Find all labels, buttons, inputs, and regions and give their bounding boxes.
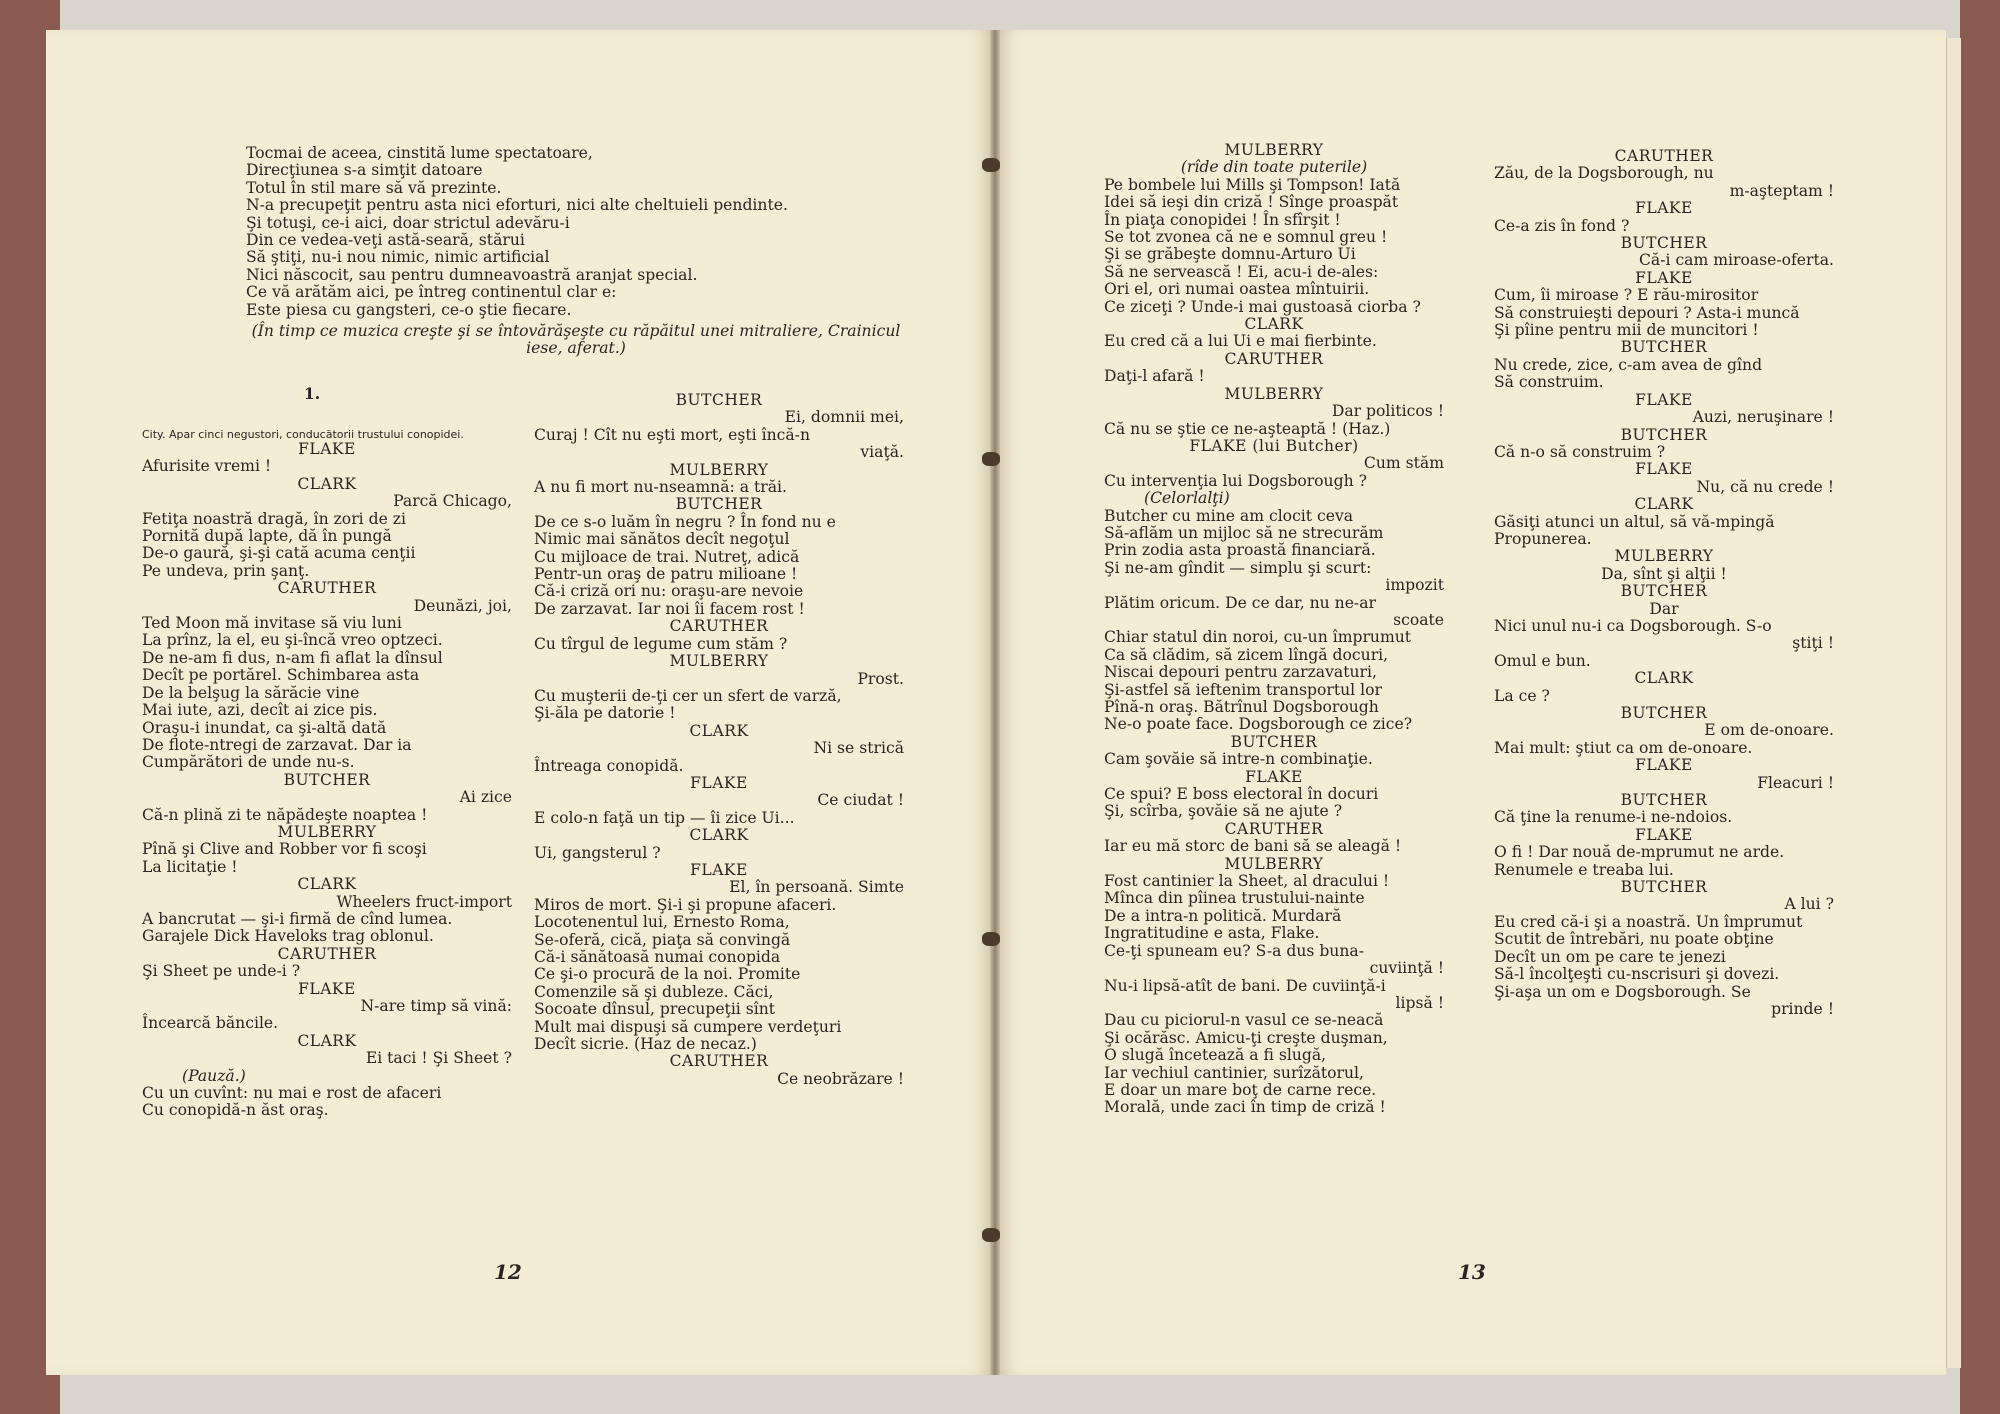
speaker-name: MULBERRY	[1224, 384, 1324, 403]
stage-direction: (În timp ce muzica creşte şi se întovărăşeşte cu răpăitul unei mitraliere, Crainicul iese, aferat.)	[251, 322, 901, 358]
dialogue-line: cuviinţă !	[1369, 959, 1444, 978]
dialogue-line: De ce s-o luăm în negru ? În fond nu e Nimic mai sănătos decît negoţul Cu mijloace de trai. Nutreţ, adică Pentr-un oraş de patru milioane ! Că-i criză ori nu: oraşu-are nevoie De zarzavat. Iar noi îi facem rost !	[534, 512, 836, 618]
dialogue-line: Fetiţa noastră dragă, în zori de zi Pornită după lapte, dă în pungă De-o gaură, şi-şi cată acuma cenţii Pe undeva, prin şanţ.	[142, 509, 416, 580]
verse-line: Nici născocit, sau pentru dumneavoastră aranjat special.	[246, 265, 698, 284]
dialogue-line: Ce-a zis în fond ?	[1494, 216, 1630, 235]
verse-line: Tocmai de aceea, cinstită lume spectatoare,	[246, 144, 593, 162]
dialogue-line: Auzi, neruşinare !	[1692, 408, 1834, 427]
scene-number: 1.	[303, 384, 321, 403]
dialogue-line: Fost cantinier la Sheet, al dracului ! Mînca din pîinea trustului-nainte De a intra-n politică. Murdară Ingratitudine e asta, Flake. Ce-ţi spuneam eu? S-a dus buna-	[1104, 872, 1390, 960]
dialogue-line: Că nu se ştie ce ne-aşteaptă ! (Haz.)	[1104, 419, 1391, 438]
speaker-name: MULBERRY	[1614, 547, 1714, 566]
dialogue-line: Dar politicos !	[1331, 402, 1444, 421]
verse-line: Direcţiunea s-a simţit datoare	[246, 161, 483, 180]
dialogue-line: A lui ?	[1784, 895, 1834, 914]
speaker-name: CLARK	[1634, 669, 1694, 688]
speaker-name: CLARK	[689, 826, 749, 845]
dialogue-line: m-aşteptam !	[1729, 181, 1834, 200]
speaker-name: CLARK	[689, 721, 749, 740]
dialogue-line: Ce spui? E boss electoral în docuri Şi, scîrba, şovăie să ne ajute ?	[1104, 785, 1379, 821]
dialogue-line: A bancrutat — şi-i firmă de cînd lumea. Garajele Dick Haveloks trag oblonul.	[142, 909, 453, 946]
binding-thread	[982, 1228, 1000, 1242]
dialogue-line: Ui, gangsterul ?	[534, 843, 661, 862]
dialogue-line: Că-i cam miroase-oferta.	[1639, 251, 1834, 270]
dialogue-line: Miros de mort. Şi-i şi propune afaceri. Locotenentul lui, Ernesto Roma, Se-oferă, cică, piaţa să convingă Că-i sănătoasă numai conopida Ce şi-o procură de la noi. Promite Comenzile să şi dubleze. Căci, Socoate dînsul, precupeţii sînt Mult mai dispuşi să cumpere verdeţuri Decît sicrie. (Haz de necaz.)	[534, 895, 842, 1054]
speaker-name: BUTCHER	[283, 770, 371, 789]
right-page	[996, 30, 1946, 1375]
dialogue-line: Ni se strică	[813, 739, 904, 758]
stage-direction: (Celorlalţi)	[1144, 489, 1230, 508]
speaker-name: FLAKE	[298, 979, 356, 998]
dialogue-line: Găsiţi atunci un altul, să vă-mpingă Propunerea.	[1494, 512, 1775, 548]
scene-place: City. Apar cinci negustori, conducătorii trustului conopidei.	[142, 428, 464, 441]
dialogue-line: viaţă.	[860, 443, 904, 462]
dialogue-line: Iar eu mă storc de bani să se aleagă !	[1104, 837, 1402, 856]
dialogue-line: Ce neobrăzare !	[777, 1069, 904, 1088]
dialogue-line: Pe bombele lui Mills şi Tompson! Iată Idei să ieşi din criză ! Sînge proaspăt În piaţa conopidei ! În sfîrşit ! Se tot zvonea că ne e somnul greu ! Şi se grăbeşte domnu-Arturo Ui Să ne servească ! Ei, acu-i de-ales: Ori el, ori numai oastea mîntuirii. Ce ziceţi ? Unde-i mai gustoasă ciorba ?	[1104, 175, 1421, 316]
binding-thread	[982, 158, 1000, 172]
dialogue-line: Zău, de la Dogsborough, nu	[1494, 164, 1714, 183]
speaker-name: CLARK	[297, 474, 357, 493]
speaker-name: CARUTHER	[669, 1052, 769, 1071]
speaker-name: CLARK	[1634, 495, 1694, 514]
speaker-name: MULBERRY	[669, 460, 769, 479]
dialogue-line: Cu un cuvînt: nu mai e rost de afaceri Cu conopidă-n ăst oraş.	[142, 1084, 442, 1120]
column-4	[1494, 148, 1834, 1018]
dialogue-line: Ce ciudat !	[817, 791, 904, 810]
column-1	[142, 428, 512, 1120]
dialogue-line: Încearcă băncile.	[142, 1014, 279, 1033]
dialogue-line: Că ţine la renume-i ne-ndoios.	[1494, 808, 1733, 827]
dialogue-line: Nu, că nu crede !	[1696, 477, 1834, 496]
dialogue-line: E colo-n faţă un tip — îi zice Ui...	[534, 808, 795, 827]
dialogue-line: Ai zice	[459, 788, 512, 807]
speaker-name: FLAKE (lui Butcher)	[1189, 436, 1359, 455]
dialogue-line: Că n-o să construim ?	[1494, 442, 1666, 461]
dialogue-line: Eu cred că-i şi a noastră. Un împrumut Scutit de întrebări, nu poate obţine Decît un om pe care te jenezi Să-l încolţeşti cu-nscrisuri şi dovezi. Şi-aşa un om e Dogsborough. Se	[1494, 912, 1803, 1001]
dialogue-line: Ted Moon mă invitase să viu luni La prînz, la el, eu şi-încă vreo optzeci. De ne-am fi dus, n-am fi aflat la dînsul Decît pe portărel. Schimbarea asta De la belşug la sărăcie vine Mai iute, azi, decît ai zice pis. Oraşu-i inundat, ca şi-altă dată De flote-ntregi de zarzavat. Dar ia Cumpărători de unde nu-s.	[142, 614, 443, 772]
dialogue-line: ştiţi !	[1792, 634, 1834, 653]
speaker-name: CARUTHER	[669, 617, 769, 636]
speaker-name: FLAKE	[690, 773, 748, 792]
dialogue-line: Prost.	[857, 669, 904, 688]
column-2	[534, 392, 904, 1088]
speaker-name: BUTCHER	[1620, 878, 1708, 897]
dialogue-line: Daţi-l afară !	[1104, 367, 1205, 386]
binding-thread	[982, 452, 1000, 466]
dialogue-line: Deunăzi, joi,	[413, 596, 512, 615]
dialogue-line: Nu crede, zice, c-am avea de gînd Să construim.	[1494, 355, 1763, 392]
dialogue-line: Dar	[1649, 599, 1679, 618]
scene-header	[142, 385, 482, 402]
dialogue-line: Mai mult: ştiut ca om de-onoare.	[1494, 738, 1753, 757]
dialogue-line: Nici unul nu-i ca Dogsborough. S-o	[1494, 616, 1772, 635]
verse-line: Ce vă arătăm aici, pe întreg continentul clar e:	[246, 283, 617, 302]
column-3	[1104, 142, 1444, 1117]
book-cover-right	[1960, 0, 2000, 1414]
dialogue-line: Că-n plină zi te năpădeşte noaptea !	[142, 805, 428, 824]
dialogue-line: Cu muşterii de-ţi cer un sfert de varză, Şi-ăla pe datorie !	[534, 686, 842, 723]
speaker-name: FLAKE	[1245, 767, 1303, 786]
dialogue-line: Parcă Chicago,	[393, 492, 512, 511]
speaker-name: FLAKE	[1635, 756, 1693, 775]
speaker-name: BUTCHER	[1620, 234, 1708, 253]
dialogue-line: Chiar statul din noroi, cu-un împrumut Ca să clădim, să zicem lîngă docuri, Niscai depouri pentru zarzavaturi, Şi-astfel să ieftenim transportul lor Pînă-n oraş. Bătrînul Dogsborough Ne-o poate face. Dogsborough ce zice?	[1104, 628, 1413, 734]
dialogue-line: O fi ! Dar nouă de-mprumut ne arde. Renumele e treaba lui.	[1494, 843, 1785, 879]
speaker-name: CARUTHER	[1224, 819, 1324, 838]
speaker-name: BUTCHER	[1620, 338, 1708, 357]
dialogue-line: Eu cred că a lui Ui e mai fierbinte.	[1104, 332, 1377, 351]
speaker-name: BUTCHER	[675, 495, 763, 514]
dialogue-line: Dau cu piciorul-n vasul ce se-neacă Şi ocărăsc. Amicu-ţi creşte duşman, O slugă încetează a fi slugă, Iar vechiul cantinier, surîzătorul, E doar un mare boţ de carne rece. Morală, unde zaci în timp de criză !	[1104, 1011, 1388, 1117]
speaker-name: MULBERRY	[1224, 141, 1324, 159]
book-gutter	[990, 30, 1000, 1375]
dialogue-line: Cum stăm	[1363, 454, 1444, 473]
dialogue-line: Fleacuri !	[1757, 773, 1834, 792]
dialogue-line: Afurisite vremi !	[142, 457, 272, 476]
dialogue-line: Pînă şi Clive and Robber vor fi scoşi La licitaţie !	[142, 840, 427, 876]
speaker-name: BUTCHER	[675, 391, 763, 409]
dialogue-line: N-are timp să vină:	[360, 997, 512, 1015]
dialogue-line: Cu intervenţia lui Dogsborough ?	[1104, 471, 1367, 490]
speaker-name: MULBERRY	[277, 822, 377, 841]
speaker-name: CARUTHER	[277, 579, 377, 598]
speaker-name: FLAKE	[1635, 199, 1693, 218]
dialogue-line: Wheelers fruct-import	[336, 892, 512, 911]
dialogue-line: impozit	[1385, 576, 1444, 595]
page-edge-right	[1946, 38, 1961, 1368]
dialogue-line: Butcher cu mine am clocit ceva Să-aflăm un mijloc să ne strecurăm Prin zodia asta proastă financiară. Şi ne-am gîndit — simplu şi scurt:	[1104, 506, 1384, 577]
verse-line: Să ştiţi, nu-i nou nimic, nimic artificial	[246, 248, 550, 267]
dialogue-line: El, în persoană. Simte	[729, 878, 904, 897]
speaker-name: CLARK	[1244, 315, 1304, 334]
speaker-name: BUTCHER	[1620, 582, 1708, 601]
dialogue-line: E om de-onoare.	[1704, 721, 1834, 740]
speaker-name: CLARK	[297, 1031, 357, 1050]
speaker-name: BUTCHER	[1230, 732, 1318, 751]
speaker-name: FLAKE	[1635, 825, 1693, 844]
page-number-left: 12	[494, 1260, 522, 1284]
speaker-name: BUTCHER	[1620, 704, 1708, 722]
dialogue-line: scoate	[1393, 610, 1444, 629]
dialogue-line: Curaj ! Cît nu eşti mort, eşti încă-n	[534, 425, 810, 444]
page-number-right: 13	[1458, 1260, 1486, 1284]
speaker-name: FLAKE	[1635, 390, 1693, 409]
dialogue-line: A nu fi mort nu-nseamnă: a trăi.	[534, 478, 787, 497]
speaker-name: CLARK	[297, 875, 357, 894]
speaker-name: CARUTHER	[1614, 147, 1714, 165]
dialogue-line: Da, sînt şi alţii !	[1601, 564, 1727, 583]
dialogue-line: Ei, domnii mei,	[784, 408, 904, 427]
dialogue-line: lipsă !	[1395, 993, 1444, 1012]
dialogue-line: Cum, îi miroase ? E rău-mirositor Să construieşti depouri ? Asta-i muncă Şi pîine pentru mii de muncitori !	[1494, 286, 1800, 340]
left-page	[46, 30, 994, 1375]
verse-line: Totul în stil mare să vă prezinte.	[246, 178, 502, 197]
speaker-name: CARUTHER	[1224, 349, 1324, 368]
dialogue-line: Întreaga conopidă.	[534, 756, 684, 775]
dialogue-line: prinde !	[1771, 999, 1834, 1018]
verse-line: Din ce vedea-veţi astă-seară, stărui	[246, 231, 525, 250]
speaker-name: FLAKE	[690, 860, 748, 879]
dialogue-line: Cu tîrgul de legume cum stăm ?	[534, 634, 788, 653]
verse-line: Este piesa cu gangsteri, ce-o ştie fiecare.	[246, 300, 572, 319]
dialogue-line: La ce ?	[1494, 686, 1550, 705]
dialogue-line: Plătim oricum. De ce dar, nu ne-ar	[1104, 593, 1376, 612]
speaker-name: FLAKE	[298, 440, 356, 458]
intro-monologue	[246, 145, 946, 358]
dialogue-line: Ei taci ! Şi Sheet ?	[365, 1049, 512, 1068]
stage-direction: (Pauză.)	[182, 1066, 246, 1085]
speaker-name: MULBERRY	[1224, 854, 1324, 873]
stage-direction: (rîde din toate puterile)	[1180, 158, 1368, 177]
speaker-name: BUTCHER	[1620, 425, 1708, 444]
speaker-name: FLAKE	[1635, 268, 1693, 287]
binding-thread	[982, 932, 1000, 946]
speaker-name: BUTCHER	[1620, 791, 1708, 810]
speaker-name: MULBERRY	[669, 652, 769, 671]
dialogue-line: Nu-i lipsă-atît de bani. De cuviinţă-i	[1104, 976, 1386, 995]
dialogue-line: Omul e bun.	[1494, 651, 1591, 670]
verse-line: N-a precupeţit pentru asta nici eforturi, nici alte cheltuieli pendinte.	[246, 196, 788, 215]
dialogue-line: Şi Sheet pe unde-i ?	[142, 962, 301, 981]
verse-line: Şi totuşi, ce-i aici, doar strictul adevăru-i	[246, 213, 570, 232]
speaker-name: CARUTHER	[277, 944, 377, 963]
dialogue-line: Cam şovăie să intre-n combinaţie.	[1104, 750, 1373, 769]
speaker-name: FLAKE	[1635, 460, 1693, 479]
